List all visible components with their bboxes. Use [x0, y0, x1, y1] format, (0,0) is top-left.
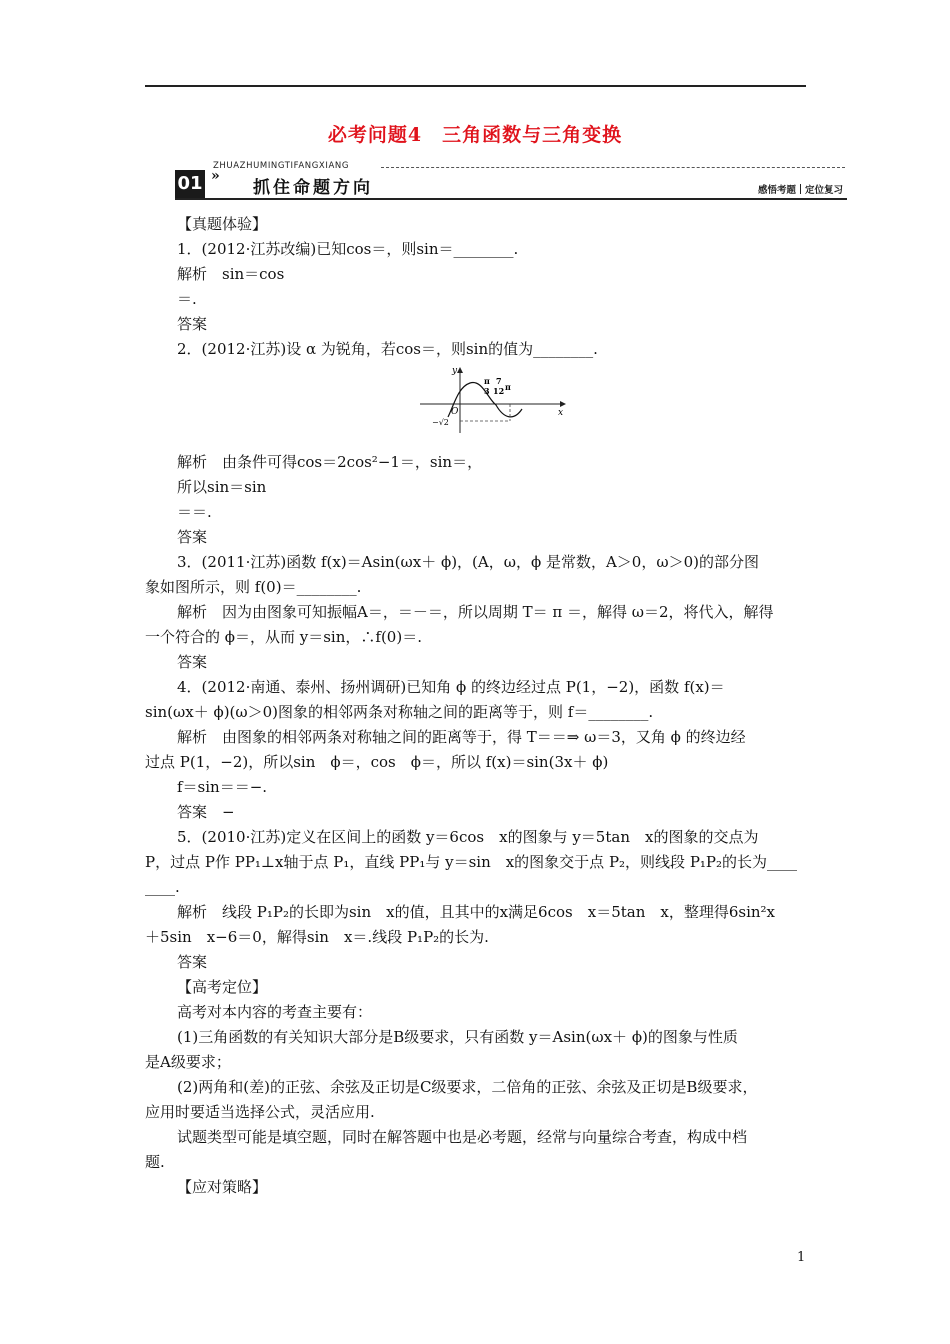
- section-number-badge: 01: [175, 170, 205, 198]
- solution-line: ＝.: [177, 290, 197, 308]
- tick-7-12-den: 12: [493, 386, 505, 396]
- answer-line: 答案: [177, 315, 208, 333]
- answer-line: 答案 −: [177, 803, 235, 821]
- section-label: 【应对策略】: [177, 1178, 268, 1196]
- paragraph-line: 是A级要求；: [145, 1053, 231, 1071]
- page-number: 1: [797, 1250, 806, 1265]
- solution-line: 解析 线段 P₁P₂的长即为sin x的值，且其中的x满足6cos x＝5tan x，整理得6sin²x: [177, 903, 775, 921]
- section-banner: [175, 158, 847, 204]
- neg-root2-label: −√2: [432, 418, 449, 427]
- y-axis-arrow-icon: [457, 367, 463, 373]
- paragraph-line: (2)两角和(差)的正弦、余弦及正切是C级要求，二倍角的正弦、余弦及正切是B级要求，: [177, 1078, 758, 1096]
- answer-line: 答案: [177, 528, 208, 546]
- paragraph-line: 试题类型可能是填空题，同时在解答题中也是必考题，经常与向量综合考查，构成中档: [177, 1128, 748, 1146]
- solution-line: ＝＝.: [177, 503, 212, 521]
- question-2: 2．(2012·江苏)设 α 为锐角，若cos＝，则sin的值为________.: [177, 340, 598, 358]
- solution-line: f＝sin＝＝−.: [177, 778, 268, 796]
- solution-line: 一个符合的 ϕ＝，从而 y＝sin，∴f(0)＝.: [145, 628, 422, 646]
- section-label: 【高考定位】: [177, 978, 268, 996]
- section-label: 【真题体验】: [177, 215, 268, 233]
- banner-rule: [175, 198, 847, 200]
- tag-position: 定位复习: [804, 185, 843, 196]
- header-rule: [145, 85, 806, 87]
- question-5-cont: P，过点 P作 PP₁⊥x轴于点 P₁，直线 PP₁与 y＝sin x的图象交于点 P₂，则线段 P₁P₂的长为____: [145, 853, 798, 871]
- paragraph-line: (1)三角函数的有关知识大部分是B级要求，只有函数 y＝Asin(ωx＋ ϕ)的图象与性质: [177, 1028, 738, 1046]
- question-1: 1．(2012·江苏改编)已知cos＝，则sin＝________.: [177, 240, 519, 258]
- sine-graph-figure: [418, 365, 568, 435]
- y-axis-label: y: [452, 366, 458, 376]
- solution-line: 解析 由条件可得cos＝2cos²−1＝，sin＝，: [177, 453, 483, 471]
- banner-pinyin: ZHUAZHUMINGTIFANGXIANG: [213, 161, 350, 171]
- question-5-cont: ____.: [145, 878, 180, 896]
- solution-line: 解析 sin＝cos: [177, 265, 285, 283]
- question-4: 4．(2012·南通、泰州、扬州调研)已知角 ϕ 的终边经过点 P(1，−2)，函数 f(x)＝: [177, 678, 725, 696]
- solution-line: ＋5sin x−6＝0，解得sin x＝.线段 P₁P₂的长为.: [145, 928, 489, 946]
- solution-line: 所以sin＝sin: [177, 478, 267, 496]
- tick-7-12-num: 7: [496, 376, 502, 386]
- tick-pi-over-3-num: π: [484, 376, 490, 386]
- banner-tags: [758, 182, 843, 196]
- question-3-cont: 象如图所示，则 f(0)＝________.: [145, 578, 362, 596]
- page-title: 必考问题4 三角函数与三角变换: [327, 124, 623, 146]
- paragraph-line: 应用时要适当选择公式，灵活应用.: [145, 1103, 375, 1121]
- banner-dashed-rule: [381, 167, 845, 168]
- x-axis-arrow-icon: [560, 401, 566, 407]
- chevron-icon: »: [211, 168, 220, 184]
- paragraph-line: 题.: [145, 1153, 165, 1171]
- question-3: 3．(2011·江苏)函数 f(x)＝Asin(ωx＋ ϕ)，(A，ω，ϕ 是常数，A＞0，ω＞0)的部分图: [177, 553, 759, 571]
- origin-label: O: [451, 407, 459, 417]
- paragraph-line: 高考对本内容的考查主要有：: [177, 1003, 373, 1021]
- section-heading: 抓住命题方向: [253, 178, 373, 198]
- question-4-cont: sin(ωx＋ ϕ)(ω＞0)图象的相邻两条对称轴之间的距离等于，则 f＝________.: [145, 703, 654, 721]
- x-axis-label: x: [558, 408, 564, 418]
- answer-line: 答案: [177, 953, 208, 971]
- tick-pi-over-3-den: 3: [484, 386, 490, 396]
- solution-line: 解析 因为由图象可知振幅A＝，＝－＝，所以周期 T＝ π ＝，解得 ω＝2，将代入，解得: [177, 603, 774, 621]
- tick-7-12-pi: π: [505, 382, 511, 392]
- solution-line: 解析 由图象的相邻两条对称轴之间的距离等于，得 T＝＝⇒ ω＝3，又角 ϕ 的终边经: [177, 728, 746, 746]
- solution-line: 过点 P(1，−2)，所以sin ϕ＝，cos ϕ＝，所以 f(x)＝sin(3x＋ ϕ): [145, 753, 609, 771]
- answer-line: 答案: [177, 653, 208, 671]
- question-5: 5．(2010·江苏)定义在区间上的函数 y＝6cos x的图象与 y＝5tan x的图象的交点为: [177, 828, 759, 846]
- tag-review: 感悟考题: [757, 185, 796, 196]
